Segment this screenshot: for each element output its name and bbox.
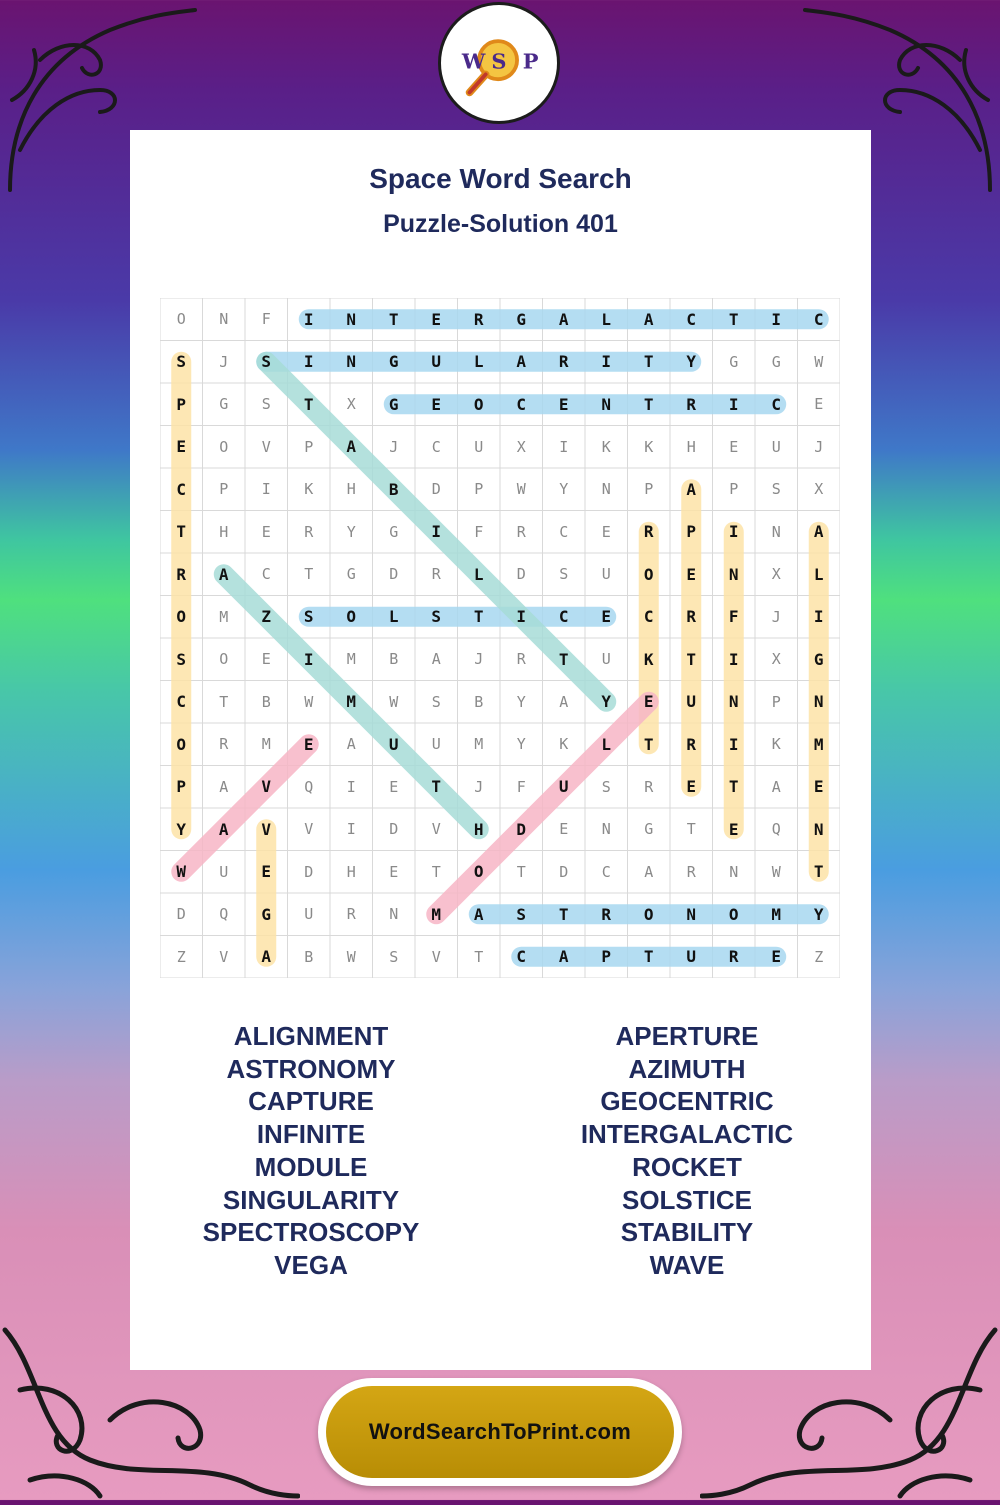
grid-cell[interactable]: Q [304, 777, 314, 796]
grid-cell[interactable]: Y [813, 904, 824, 924]
page-title: Space Word Search [369, 163, 632, 194]
word-list-item: SOLSTICE [621, 1184, 752, 1215]
grid-cell[interactable]: V [431, 947, 441, 966]
grid-cell[interactable]: M [261, 735, 271, 754]
grid-cell[interactable]: E [261, 650, 271, 669]
grid-cell[interactable]: N [601, 394, 612, 414]
grid-cell[interactable]: T [643, 394, 654, 414]
grid-cell[interactable]: T [728, 309, 739, 329]
grid-cell[interactable]: A [218, 819, 229, 839]
grid-cell[interactable]: R [686, 734, 697, 754]
site-link-button[interactable] [318, 1378, 682, 1486]
grid-cell[interactable]: C [516, 947, 527, 967]
grid-cell[interactable]: S [176, 352, 187, 372]
grid-cell[interactable]: E [389, 862, 399, 881]
grid-cell[interactable]: E [643, 692, 654, 712]
grid-cell[interactable]: N [813, 692, 824, 712]
grid-cell[interactable]: H [346, 480, 356, 499]
grid-cell[interactable]: I [559, 437, 569, 456]
grid-cell[interactable]: A [643, 309, 654, 329]
grid-cell[interactable]: C [643, 607, 654, 627]
grid-cell[interactable]: C [176, 692, 187, 712]
grid-cell[interactable]: P [644, 480, 654, 499]
grid-cell[interactable]: A [218, 564, 229, 584]
grid-cell[interactable]: N [813, 819, 824, 839]
grid-cell[interactable]: P [729, 480, 739, 499]
grid-cell[interactable]: W [346, 947, 356, 966]
logo-letter-s: S [491, 48, 507, 74]
grid-cell[interactable]: Z [261, 607, 272, 627]
grid-cell[interactable]: E [686, 564, 697, 584]
grid-cell[interactable]: C [771, 394, 782, 414]
grid-cell[interactable]: U [388, 734, 399, 754]
grid-cell[interactable]: K [559, 735, 569, 754]
grid-cell[interactable]: J [474, 650, 484, 669]
grid-cell[interactable]: D [304, 862, 314, 881]
grid-cell[interactable]: I [516, 607, 527, 627]
grid-cell[interactable]: W [304, 692, 314, 711]
grid-cell[interactable]: A [346, 735, 356, 754]
grid-cell[interactable]: S [431, 692, 441, 711]
grid-cell[interactable]: W [389, 692, 399, 711]
grid-cell[interactable]: O [176, 734, 187, 754]
grid-cell[interactable]: A [771, 777, 781, 796]
grid-cell[interactable]: C [559, 522, 569, 541]
logo-letter-w: W [461, 48, 486, 74]
grid-cell[interactable]: E [176, 437, 187, 457]
grid-cell[interactable]: V [304, 820, 314, 839]
grid-cell[interactable]: E [601, 607, 612, 627]
grid-cell[interactable]: E [813, 777, 824, 797]
grid-cell[interactable]: J [474, 777, 484, 796]
grid-cell[interactable]: P [176, 777, 187, 797]
grid-cell[interactable]: P [474, 480, 484, 499]
grid-cell[interactable]: J [219, 352, 229, 371]
grid-cell[interactable]: V [261, 819, 272, 839]
grid-cell[interactable]: O [728, 904, 739, 924]
grid-cell[interactable]: O [643, 904, 654, 924]
grid-cell[interactable]: R [601, 904, 612, 924]
grid-cell[interactable]: G [516, 309, 527, 329]
grid-cell[interactable]: U [431, 735, 441, 754]
grid-cell[interactable]: C [431, 437, 441, 456]
grid-cell[interactable]: E [431, 309, 442, 329]
grid-cell[interactable]: G [346, 565, 356, 584]
grid-cell[interactable]: H [346, 862, 356, 881]
grid-cell[interactable]: V [261, 777, 272, 797]
grid-cell[interactable]: L [601, 734, 612, 754]
grid-cell[interactable]: U [601, 565, 611, 584]
grid-cell[interactable]: R [219, 735, 229, 754]
grid-cell[interactable]: B [261, 692, 271, 711]
grid-cell[interactable]: G [388, 394, 399, 414]
grid-cell[interactable]: Y [686, 352, 697, 372]
grid-cell[interactable]: R [644, 777, 654, 796]
grid-cell[interactable]: T [516, 862, 526, 881]
grid-cell[interactable]: R [516, 522, 526, 541]
grid-cell[interactable]: S [303, 607, 314, 627]
grid-cell[interactable]: G [261, 904, 272, 924]
grid-cell[interactable]: L [813, 564, 824, 584]
grid-cell[interactable]: D [389, 820, 399, 839]
grid-cell[interactable]: P [304, 437, 314, 456]
grid-cell[interactable]: W [176, 862, 187, 882]
grid-cell[interactable]: O [473, 862, 484, 882]
grid-cell[interactable]: T [431, 862, 441, 881]
grid-cell[interactable]: T [388, 309, 399, 329]
grid-cell[interactable]: I [728, 734, 739, 754]
grid-cell[interactable]: B [389, 650, 399, 669]
grid-cell[interactable]: N [728, 564, 739, 584]
grid-cell[interactable]: E [729, 437, 739, 456]
word-list-item: APERTURE [615, 1021, 759, 1051]
grid-cell[interactable]: M [346, 650, 356, 669]
grid-cell[interactable]: I [431, 522, 442, 542]
grid-cell[interactable]: I [261, 480, 271, 499]
grid-cell[interactable]: X [814, 480, 824, 499]
grid-cells [160, 298, 840, 978]
grid-cell[interactable]: E [389, 777, 399, 796]
grid-cell[interactable]: S [261, 395, 271, 414]
grid-cell[interactable]: R [728, 947, 739, 967]
grid-cell[interactable]: O [219, 650, 229, 669]
page-subtitle: Puzzle-Solution 401 [383, 210, 618, 238]
grid-cell[interactable]: P [771, 692, 781, 711]
grid-cell[interactable]: U [771, 437, 781, 456]
grid-cell[interactable]: W [516, 480, 526, 499]
grid-cell[interactable]: T [304, 565, 314, 584]
grid-cell[interactable]: C [558, 607, 569, 627]
grid-cell[interactable]: I [728, 649, 739, 669]
grid-cell[interactable]: X [771, 565, 781, 584]
grid-cell[interactable]: J [771, 607, 781, 626]
grid-cell[interactable]: E [431, 394, 442, 414]
word-list-item: CAPTURE [248, 1086, 374, 1117]
grid-cell[interactable]: P [219, 480, 229, 499]
grid-cell[interactable]: U [474, 437, 484, 456]
grid-cell[interactable]: U [558, 777, 569, 797]
word-list-item: INTERGALACTIC [580, 1119, 794, 1150]
grid-cell[interactable]: N [219, 310, 229, 329]
grid-cell[interactable]: N [771, 522, 781, 541]
grid-cell[interactable]: Q [219, 905, 229, 924]
word-list-item: WAVE [649, 1249, 725, 1280]
grid-cell[interactable]: M [431, 904, 442, 924]
grid-cell[interactable]: T [686, 820, 696, 839]
grid-cell[interactable]: X [516, 437, 526, 456]
grid-cell[interactable]: E [261, 862, 272, 882]
grid-cell[interactable]: G [389, 522, 399, 541]
grid-cell[interactable]: R [686, 394, 697, 414]
grid-cell[interactable]: Y [516, 692, 526, 711]
grid-cell[interactable]: I [303, 309, 314, 329]
grid-cell[interactable]: W [814, 352, 824, 371]
grid-cell[interactable]: Z [176, 947, 186, 966]
grid-cell[interactable]: O [473, 394, 484, 414]
site-link-label[interactable]: WordSearchToPrint.com [326, 1386, 674, 1478]
grid-cell[interactable]: A [813, 522, 824, 542]
grid-cell[interactable]: N [346, 352, 357, 372]
grid-cell[interactable]: U [601, 650, 611, 669]
grid-cell[interactable]: G [388, 352, 399, 372]
grid-cell[interactable]: D [389, 565, 399, 584]
word-list-item: GEOCENTRIC [600, 1086, 774, 1117]
grid-cell[interactable]: Y [176, 819, 187, 839]
grid-cell[interactable]: P [601, 947, 612, 967]
grid-cell[interactable]: X [771, 650, 781, 669]
grid-cell[interactable]: Z [814, 947, 824, 966]
grid-cell[interactable]: N [728, 692, 739, 712]
grid-cell[interactable]: N [601, 820, 611, 839]
grid-cell[interactable]: I [303, 649, 314, 669]
grid-cell[interactable]: R [473, 309, 484, 329]
grid-cell[interactable]: I [728, 522, 739, 542]
word-list-item: MODULE [254, 1151, 368, 1182]
grid-cell[interactable]: T [303, 394, 314, 414]
grid-cell[interactable]: E [558, 394, 569, 414]
grid-cell[interactable]: V [431, 820, 441, 839]
grid-cell[interactable]: C [176, 479, 187, 499]
grid-cell[interactable]: M [346, 692, 357, 712]
grid-cell[interactable]: H [219, 522, 229, 541]
word-list-item: SINGULARITY [222, 1184, 400, 1215]
grid-cell[interactable]: L [388, 607, 399, 627]
grid-cell[interactable]: I [303, 352, 314, 372]
grid-cell[interactable]: A [261, 947, 272, 967]
grid-cell[interactable]: F [261, 310, 271, 329]
grid-cell[interactable]: R [516, 650, 526, 669]
grid-cell[interactable]: L [473, 564, 484, 584]
grid-cell[interactable]: O [219, 437, 229, 456]
grid-cell[interactable]: B [304, 947, 314, 966]
grid-cell[interactable]: S [176, 649, 187, 669]
word-list-right [507, 1020, 867, 1282]
grid-cell[interactable]: T [813, 862, 824, 882]
grid-cell[interactable]: D [516, 819, 527, 839]
grid-cell[interactable]: S [389, 947, 399, 966]
grid-cell[interactable]: E [303, 734, 314, 754]
grid-cell[interactable]: Y [516, 735, 526, 754]
word-list-item: INFINITE [256, 1119, 366, 1150]
grid-cell[interactable]: F [728, 607, 739, 627]
grid-cell[interactable]: R [431, 565, 441, 584]
grid-cell[interactable]: D [176, 905, 186, 924]
word-search-grid [160, 298, 840, 978]
grid-cell[interactable]: M [219, 607, 229, 626]
wsp-logo[interactable] [438, 2, 560, 124]
grid-cell[interactable]: K [644, 437, 654, 456]
grid-cell[interactable]: K [304, 480, 314, 499]
grid-cell[interactable]: R [643, 522, 654, 542]
grid-cell[interactable]: O [176, 607, 187, 627]
grid-cell[interactable]: V [219, 947, 229, 966]
grid-cell[interactable]: E [686, 777, 697, 797]
grid-cell[interactable]: I [601, 352, 612, 372]
grid-cell[interactable]: U [219, 862, 229, 881]
grid-cell[interactable]: T [431, 777, 442, 797]
grid-cell[interactable]: T [728, 777, 739, 797]
grid-cell[interactable]: K [771, 735, 781, 754]
grid-cell[interactable]: F [474, 522, 484, 541]
grid-cell[interactable]: I [771, 309, 782, 329]
word-list-item: ASTRONOMY [226, 1053, 396, 1084]
grid-cell[interactable]: R [346, 905, 356, 924]
grid-cell[interactable]: M [771, 904, 782, 924]
grid-cell[interactable]: C [516, 394, 527, 414]
grid-cell[interactable]: A [558, 947, 569, 967]
grid-cell[interactable]: E [814, 395, 824, 414]
grid-cell[interactable]: S [516, 904, 527, 924]
grid-cell[interactable]: I [346, 777, 356, 796]
grid-cell[interactable]: O [176, 310, 186, 329]
logo-letter-p: P [522, 48, 539, 74]
word-list-item: AZIMUTH [628, 1053, 746, 1084]
grid-cell[interactable]: R [686, 607, 697, 627]
grid-cell[interactable]: N [346, 309, 357, 329]
grid-cell[interactable]: S [261, 352, 272, 372]
word-list-item: ROCKET [632, 1151, 742, 1182]
grid-cell[interactable]: Y [559, 480, 569, 499]
grid-cell[interactable]: P [176, 394, 187, 414]
grid-cell[interactable]: B [474, 692, 484, 711]
grid-cell[interactable]: I [346, 820, 356, 839]
grid-cell[interactable]: J [814, 437, 824, 456]
grid-cell[interactable]: G [813, 649, 824, 669]
grid-cell[interactable]: R [304, 522, 314, 541]
grid-cell[interactable]: U [304, 905, 314, 924]
grid-cell[interactable]: R [686, 862, 696, 881]
grid-cell[interactable]: C [686, 309, 697, 329]
grid-cell[interactable]: R [176, 564, 187, 584]
grid-cell[interactable]: N [729, 862, 739, 881]
grid-cell[interactable]: E [601, 522, 611, 541]
grid-cell[interactable]: K [643, 649, 654, 669]
grid-cell[interactable]: W [771, 862, 781, 881]
grid-cell[interactable]: P [686, 522, 697, 542]
grid-cell[interactable]: L [601, 309, 612, 329]
grid-cell[interactable]: O [643, 564, 654, 584]
grid-cell[interactable]: R [558, 352, 569, 372]
grid-cell[interactable]: U [686, 947, 697, 967]
grid-cell[interactable]: T [558, 649, 569, 669]
grid-cell[interactable]: E [771, 947, 782, 967]
grid-cell[interactable]: N [601, 480, 611, 499]
grid-cell[interactable]: S [559, 565, 569, 584]
grid-cell[interactable]: D [559, 862, 569, 881]
grid-cell[interactable]: E [728, 819, 739, 839]
grid-cell[interactable]: K [601, 437, 611, 456]
word-list-item: SPECTROSCOPY [202, 1217, 420, 1248]
grid-cell[interactable]: T [686, 649, 697, 669]
grid-cell[interactable]: G [771, 352, 781, 371]
grid-cell[interactable]: L [473, 352, 484, 372]
grid-cell[interactable]: T [643, 734, 654, 754]
grid-cell[interactable]: T [558, 904, 569, 924]
word-list-item: VEGA [274, 1249, 348, 1280]
grid-cell[interactable]: T [176, 522, 187, 542]
grid-cell[interactable]: A [346, 437, 357, 457]
grid-cell[interactable]: C [813, 309, 824, 329]
grid-cell[interactable]: J [389, 437, 399, 456]
grid-cell[interactable]: S [601, 777, 611, 796]
grid-cell[interactable]: A [686, 479, 697, 499]
grid-cell[interactable]: A [558, 309, 569, 329]
grid-cell[interactable]: I [728, 394, 739, 414]
grid-cell[interactable]: N [389, 905, 399, 924]
grid-cell[interactable]: A [219, 777, 229, 796]
grid-cell[interactable]: T [643, 947, 654, 967]
grid-cell[interactable]: H [686, 437, 696, 456]
grid-cell[interactable]: Y [346, 522, 356, 541]
grid-cell[interactable]: S [431, 607, 442, 627]
grid-cell[interactable]: A [431, 650, 441, 669]
grid-cell[interactable]: U [686, 692, 697, 712]
grid-cell[interactable]: T [474, 947, 484, 966]
grid-cell[interactable]: T [473, 607, 484, 627]
grid-cell[interactable]: A [644, 862, 654, 881]
grid-cell[interactable]: T [219, 692, 229, 711]
grid-cell[interactable]: G [729, 352, 739, 371]
grid-cell[interactable]: C [601, 862, 611, 881]
grid-cell[interactable]: B [388, 479, 399, 499]
grid-cell[interactable]: V [261, 437, 271, 456]
grid-cell[interactable]: A [473, 904, 484, 924]
grid-cell[interactable]: G [644, 820, 654, 839]
grid-cell[interactable]: G [219, 395, 229, 414]
grid-cell[interactable]: H [473, 819, 484, 839]
grid-cell[interactable]: M [813, 734, 824, 754]
grid-cell[interactable]: N [686, 904, 697, 924]
grid-cell[interactable]: Y [601, 692, 612, 712]
grid-cell[interactable]: D [431, 480, 441, 499]
grid-cell[interactable]: T [643, 352, 654, 372]
grid-cell[interactable]: C [261, 565, 271, 584]
word-list-left [131, 1020, 491, 1282]
grid-cell[interactable]: A [559, 692, 569, 711]
grid-cell[interactable]: I [813, 607, 824, 627]
grid-cell[interactable]: M [474, 735, 484, 754]
word-list-item: ALIGNMENT [233, 1021, 389, 1051]
grid-cell[interactable]: D [516, 565, 526, 584]
grid-cell[interactable]: F [516, 777, 526, 796]
grid-cell[interactable]: E [261, 522, 271, 541]
grid-cell[interactable]: E [559, 820, 569, 839]
word-list-item: STABILITY [620, 1217, 754, 1248]
puzzle-card [130, 130, 871, 1370]
grid-cell[interactable]: O [346, 607, 357, 627]
grid-cell[interactable]: S [771, 480, 781, 499]
grid-cell[interactable]: U [431, 352, 442, 372]
grid-cell[interactable]: X [346, 395, 356, 414]
grid-cell[interactable]: Q [771, 820, 781, 839]
grid-cell[interactable]: A [516, 352, 527, 372]
